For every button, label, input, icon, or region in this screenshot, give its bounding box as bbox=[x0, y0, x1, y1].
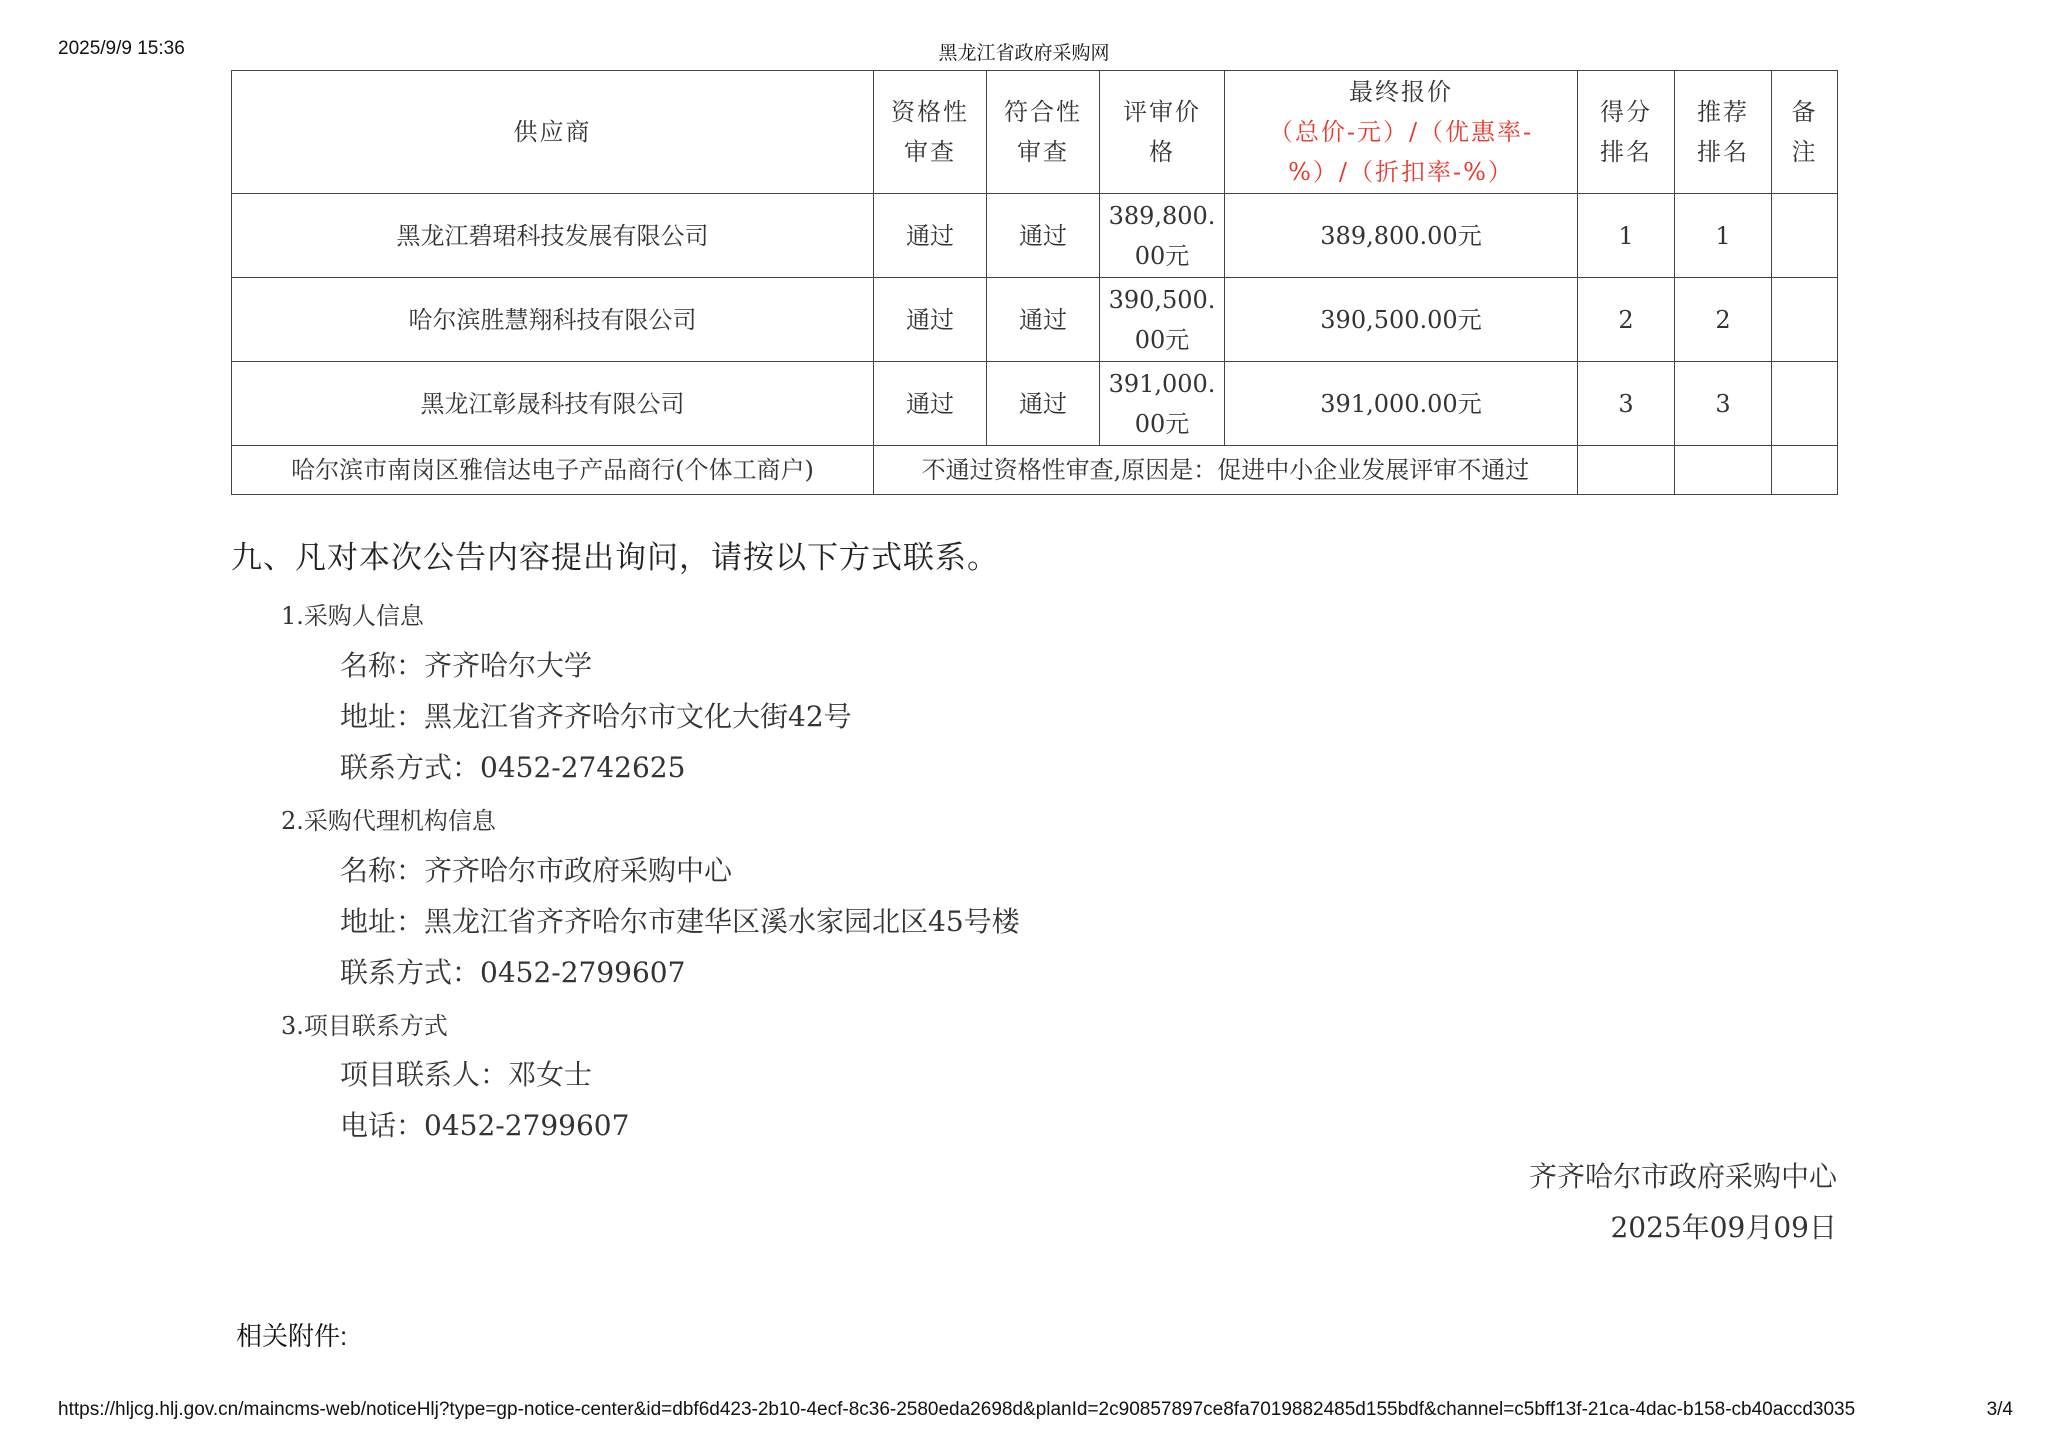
project-contact-heading: 3.项目联系方式 bbox=[281, 1012, 448, 1040]
cell-score-rank: 3 bbox=[1578, 362, 1675, 446]
cell-score-rank: 2 bbox=[1578, 278, 1675, 362]
col-header-eval-price: 评审价 格 bbox=[1100, 71, 1225, 194]
print-datetime: 2025/9/9 15:36 bbox=[58, 38, 185, 59]
cell-empty bbox=[1772, 446, 1838, 495]
cell-note bbox=[1772, 194, 1838, 278]
col-header-recommend-rank: 推荐 排名 bbox=[1675, 71, 1772, 194]
cell-qualification: 通过 bbox=[874, 278, 987, 362]
cell-qualification: 通过 bbox=[874, 194, 987, 278]
cell-conformity: 通过 bbox=[987, 278, 1100, 362]
col-header-final-quote: 最终报价 （总价-元）/（优惠率- %）/（折扣率-%） bbox=[1225, 71, 1578, 194]
agency-phone: 联系方式：0452-2799607 bbox=[340, 956, 686, 989]
cell-final-quote: 389,800.00元 bbox=[1225, 194, 1578, 278]
table-row bbox=[232, 278, 1838, 362]
signature-date: 2025年09月09日 bbox=[1610, 1211, 1837, 1244]
cell-conformity: 通过 bbox=[987, 362, 1100, 446]
buyer-phone: 联系方式：0452-2742625 bbox=[340, 751, 686, 784]
cell-empty bbox=[1675, 446, 1772, 495]
buyer-address: 地址：黑龙江省齐齐哈尔市文化大街42号 bbox=[340, 700, 852, 733]
table-row bbox=[232, 194, 1838, 278]
contact-section-title: 九、凡对本次公告内容提出询问，请按以下方式联系。 bbox=[231, 540, 999, 576]
cell-final-quote: 391,000.00元 bbox=[1225, 362, 1578, 446]
page-url: https://hljcg.hlj.gov.cn/maincms-web/noticeHlj?type=gp-notice-center&id=dbf6d423-2b10-4ecf-8c36-2580eda2698d&planId=2c90857897ce8fa7019882485d155bdf&channel=c5bff13f-21ca-4dac-b158-cb40accd3035 bbox=[58, 1399, 1856, 1420]
cell-supplier: 黑龙江碧珺科技发展有限公司 bbox=[232, 194, 874, 278]
buyer-name: 名称：齐齐哈尔大学 bbox=[340, 649, 593, 682]
cell-conformity: 通过 bbox=[987, 194, 1100, 278]
cell-qualification: 通过 bbox=[874, 362, 987, 446]
page-number: 3/4 bbox=[1986, 1399, 2013, 1420]
col-header-supplier: 供应商 bbox=[232, 71, 874, 194]
col-header-qualification: 资格性 审查 bbox=[874, 71, 987, 194]
cell-note bbox=[1772, 362, 1838, 446]
cell-eval-price: 391,000. 00元 bbox=[1100, 362, 1225, 446]
cell-empty bbox=[1578, 446, 1675, 495]
cell-supplier: 黑龙江彰晟科技有限公司 bbox=[232, 362, 874, 446]
cell-note bbox=[1772, 278, 1838, 362]
site-title: 黑龙江省政府采购网 bbox=[938, 43, 1110, 64]
cell-failure-reason: 不通过资格性审查,原因是：促进中小企业发展评审不通过 bbox=[874, 446, 1578, 495]
signature-org: 齐齐哈尔市政府采购中心 bbox=[1528, 1160, 1837, 1193]
table-header-row bbox=[232, 71, 1838, 194]
cell-recommend-rank: 3 bbox=[1675, 362, 1772, 446]
cell-eval-price: 390,500. 00元 bbox=[1100, 278, 1225, 362]
col-header-score-rank: 得分 排名 bbox=[1578, 71, 1675, 194]
cell-supplier: 哈尔滨胜慧翔科技有限公司 bbox=[232, 278, 874, 362]
attachments-label: 相关附件: bbox=[236, 1321, 348, 1351]
project-phone: 电话：0452-2799607 bbox=[340, 1109, 630, 1142]
col-header-conformity: 符合性 审查 bbox=[987, 71, 1100, 194]
cell-final-quote: 390,500.00元 bbox=[1225, 278, 1578, 362]
cell-eval-price: 389,800. 00元 bbox=[1100, 194, 1225, 278]
agency-info-heading: 2.采购代理机构信息 bbox=[281, 807, 496, 835]
agency-name: 名称：齐齐哈尔市政府采购中心 bbox=[340, 854, 733, 887]
evaluation-result-table bbox=[231, 70, 1838, 495]
cell-supplier: 哈尔滨市南岗区雅信达电子产品商行(个体工商户) bbox=[232, 446, 874, 495]
buyer-info-heading: 1.采购人信息 bbox=[281, 602, 424, 630]
failed-supplier-row bbox=[232, 446, 1838, 495]
table-row bbox=[232, 362, 1838, 446]
col-header-note: 备 注 bbox=[1772, 71, 1838, 194]
cell-recommend-rank: 2 bbox=[1675, 278, 1772, 362]
cell-score-rank: 1 bbox=[1578, 194, 1675, 278]
project-contact-person: 项目联系人：邓女士 bbox=[340, 1058, 593, 1091]
agency-address: 地址：黑龙江省齐齐哈尔市建华区溪水家园北区45号楼 bbox=[340, 905, 1020, 938]
cell-recommend-rank: 1 bbox=[1675, 194, 1772, 278]
